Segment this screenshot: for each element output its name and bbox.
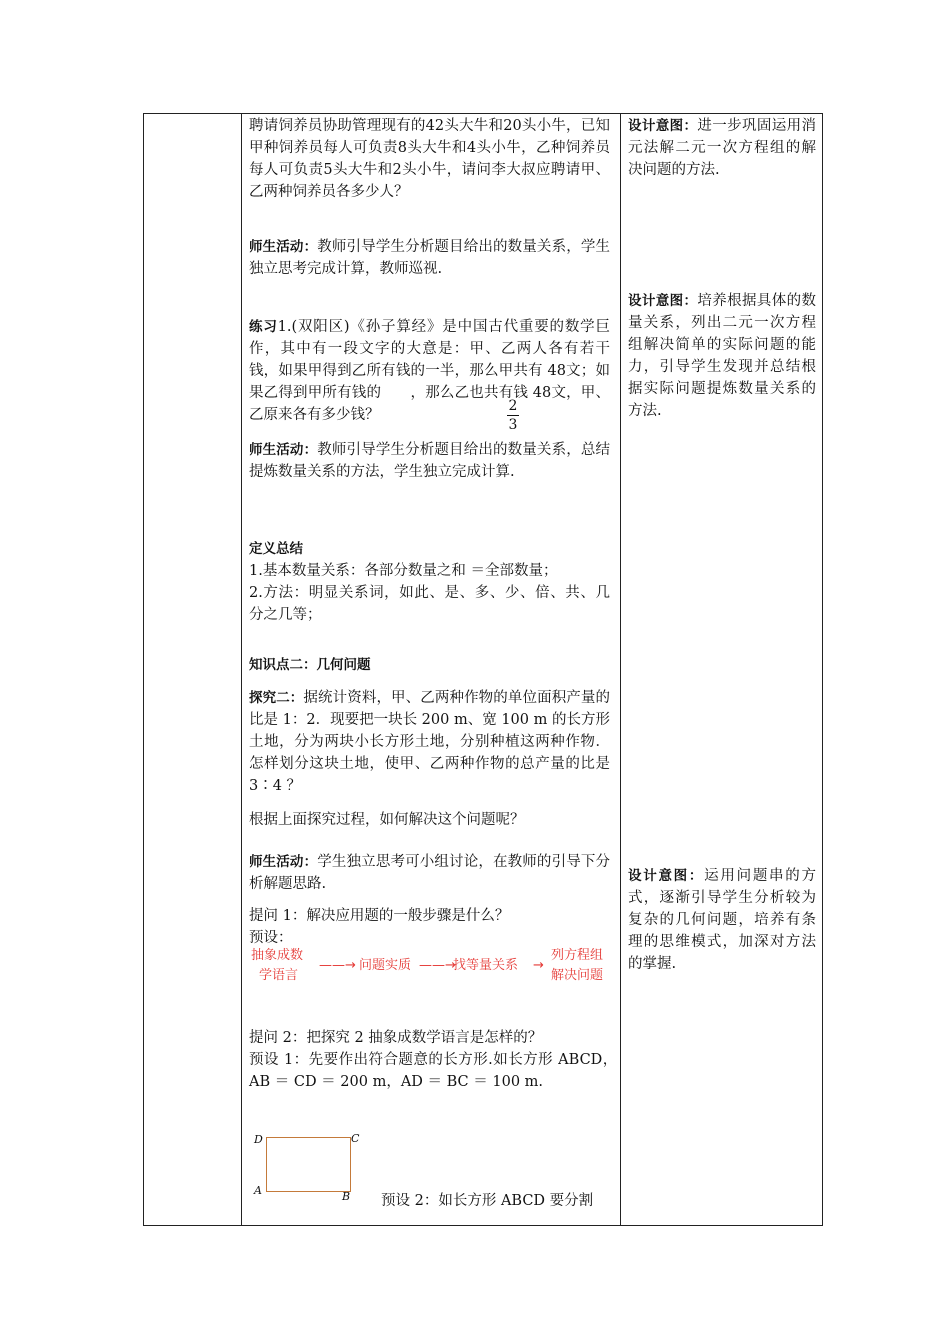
design-intent-2 [628, 290, 816, 422]
preset-text: 预设 2：如长方形 ABCD 要分割 [381, 1193, 594, 1209]
question-paragraph [249, 809, 610, 831]
question-text: 根据上面探究过程，如何解决这个问题呢？ [249, 812, 525, 828]
summary-line: 2.方法：明显关系词，如此、是、多、少、倍、共、几分之几等； [249, 585, 610, 623]
problem-text: 聘请饲养员协助管理现有的42头大牛和20头小牛，已知甲种饲养员每人可负责8头大牛和4头小牛，乙种饲养员每人可负责5头大牛和2头小牛，请问李大叔应聘请甲、乙两种饲养员各多少人？ [249, 118, 610, 200]
design-intent-label: 设计意图： [628, 868, 705, 884]
question-line: 提问 2：把探究 2 抽象成数学语言是怎样的？ [249, 1030, 543, 1046]
vertex-label-b: B [342, 1190, 351, 1203]
exercise-paragraph [249, 316, 610, 426]
vertex-label-d: D [254, 1133, 263, 1146]
activity-label: 师生活动： [249, 239, 318, 255]
flow-step-abstract: 抽象成数 [251, 948, 304, 963]
exercise-text: 1.(双阳区)《孙子算经》是中国古代重要的数学巨作，其中有一段文字的大意是：甲、乙两人各有若干钱，如果甲得到乙所有钱的一半，那么甲共有 48文；如果乙得到甲所有钱的 ，那么乙也共有钱 48文，甲、乙原来各有多少钱？ [249, 319, 610, 423]
flow-step-solve: 列方程组 [551, 948, 604, 963]
exploration-paragraph [249, 687, 610, 797]
design-intent-1 [628, 115, 816, 181]
activity-paragraph-1 [249, 236, 610, 280]
solution-steps-flowchart [251, 947, 616, 989]
problem-paragraph [249, 115, 610, 203]
summary-title: 定义总结 [249, 541, 303, 557]
design-intent-label: 设计意图： [628, 118, 698, 134]
activity-label: 师生活动： [249, 854, 318, 870]
flow-step-essence: 问题实质 [359, 958, 412, 973]
activity-text: 教师引导学生分析题目给出的数量关系，总结提炼数量关系的方法，学生独立完成计算. [249, 442, 611, 480]
section-heading: 知识点二：几何问题 [249, 657, 371, 673]
flow-step-equation: 找等量关系 [453, 958, 519, 973]
preset-line: 预设： [249, 930, 293, 946]
rectangle-shape [266, 1137, 351, 1192]
design-intent-text: 进一步巩固运用消元法解二元一次方程组的解决问题的方法. [628, 118, 816, 178]
question-line: 提问 1：解决应用题的一般步骤是什么？ [249, 908, 510, 924]
preset-2-line [381, 1190, 593, 1212]
question-1-block [249, 905, 610, 949]
activity-paragraph-3 [249, 851, 610, 895]
column-divider-1 [241, 114, 242, 1225]
design-intent-text: 运用问题串的方式，逐渐引导学生分析较为复杂的几何问题，培养有条理的思维模式，加深对方法的掌握. [628, 868, 817, 972]
summary-line: 1.基本数量关系：各部分数量之和 ＝全部数量； [249, 563, 558, 579]
fraction-numerator: 2 [508, 398, 518, 414]
vertex-label-a: A [254, 1184, 262, 1197]
vertex-label-c: C [351, 1132, 360, 1145]
flow-step-abstract-line2: 学语言 [259, 968, 299, 983]
exploration-text: 据统计资料，甲、乙两种作物的单位面积产量的比是 1：2．现要把一块长 200 m、宽 100 m 的长方形土地，分为两块小长方形土地，分别种植这两种作物．怎样划分这块土地，使甲、乙两种作物的总产量的比是 3∶4 ？ [249, 690, 611, 794]
knowledge-point-heading [249, 654, 610, 676]
fraction-denominator: 3 [508, 417, 518, 433]
fraction-bar [507, 415, 519, 416]
activity-text: 教师引导学生分析题目给出的数量关系，学生独立思考完成计算，教师巡视. [249, 239, 611, 277]
exercise-label: 练习 [249, 319, 278, 335]
flow-arrow: → [533, 958, 544, 973]
flow-arrow: ——→ [319, 958, 356, 973]
design-intent-text: 培养根据具体的数量关系，列出二元一次方程组解决简单的实际问题的能力，引导学生发现并总结根据实际问题提炼数量关系的方法. [628, 293, 816, 419]
flow-arrow: ——→ [419, 958, 456, 973]
design-intent-3 [628, 865, 816, 975]
activity-label: 师生活动： [249, 442, 318, 458]
fraction-two-thirds [507, 398, 519, 433]
preset-line: 预设 1：先要作出符合题意的长方形.如长方形 ABCD， AB ＝ CD ＝ 200 m，AD ＝ BC ＝ 100 m. [249, 1052, 625, 1090]
rectangle-abcd-figure [251, 1132, 371, 1202]
flow-step-solve-line2: 解决问题 [551, 968, 604, 983]
activity-text: 学生独立思考可小组讨论，在教师的引导下分析解题思路. [249, 854, 611, 892]
design-intent-label: 设计意图： [628, 293, 698, 309]
exploration-label: 探究二： [249, 690, 304, 706]
question-2-block [249, 1027, 625, 1093]
activity-paragraph-2 [249, 439, 610, 483]
definition-summary [249, 538, 610, 626]
